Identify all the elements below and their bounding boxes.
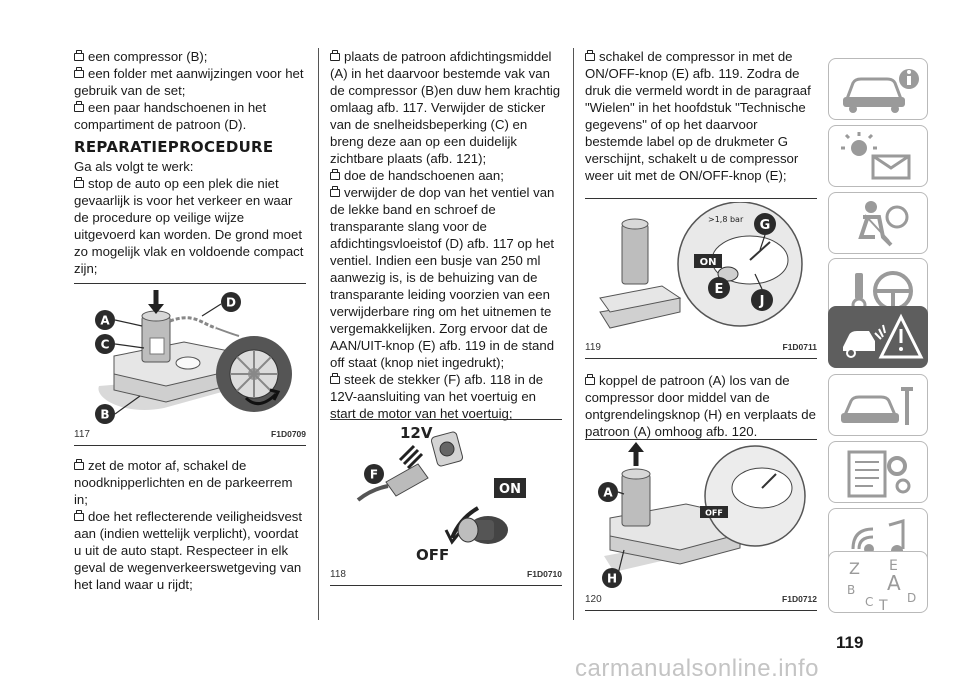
dashboard-info-icon <box>829 59 929 121</box>
tab-lights-messages[interactable] <box>828 125 928 187</box>
figure-number: 118 <box>330 569 346 580</box>
bullet-icon <box>74 104 84 112</box>
figure-number: 117 <box>74 429 90 440</box>
bullet-item <box>74 457 306 508</box>
bullet-icon <box>330 172 340 180</box>
column-1-continued <box>74 457 306 593</box>
section-lead: Ga als volgt te werk: <box>74 159 194 174</box>
bullet-icon <box>330 53 340 61</box>
divider <box>74 445 306 446</box>
label-on: ON <box>499 482 521 497</box>
bullet-item <box>74 65 306 99</box>
label-e: E <box>714 282 724 297</box>
figure-code: F1D0709 <box>271 429 306 439</box>
emergency-icon <box>829 307 929 369</box>
label-b: B <box>100 407 110 422</box>
label-pressure: >1,8 bar <box>708 215 744 224</box>
bullet-text: zet de motor af, schakel de noodknipperlichten en de parkeerrem in; <box>74 458 293 507</box>
procedure-list-4 <box>585 48 817 184</box>
figure-119-gauge <box>590 202 814 340</box>
index-letter: A <box>887 571 901 595</box>
bullet-item <box>330 184 562 371</box>
figure-code: F1D0711 <box>782 342 817 352</box>
bullet-item <box>74 175 306 277</box>
technical-data-icon <box>829 442 929 504</box>
bullet-icon <box>74 70 84 78</box>
bullet-text: een compressor (B); <box>88 49 208 64</box>
bullet-item <box>330 167 562 184</box>
tab-index[interactable] <box>828 551 928 613</box>
procedure-list-2 <box>74 457 306 593</box>
bullet-text: koppel de patroon (A) los van de compressor door middel van de ontgrendelingsknop (H) en verplaats de patroon (A) omhoog afb. 120. <box>585 373 816 439</box>
bullet-icon <box>74 180 84 188</box>
bullet-item <box>74 48 306 65</box>
figure-118-plug <box>338 420 558 568</box>
tab-car-service[interactable] <box>828 374 928 436</box>
label-a: A <box>100 313 110 328</box>
section-heading: REPARATIEPROCEDURE <box>74 138 274 156</box>
divider <box>74 283 306 284</box>
column-2 <box>330 48 562 422</box>
procedure-list-5 <box>585 372 817 440</box>
figure-code: F1D0712 <box>782 594 817 604</box>
intro-list <box>74 48 306 133</box>
column-3 <box>585 48 817 184</box>
label-off: OFF <box>705 508 723 518</box>
bullet-text: steek de stekker (F) afb. 118 in de 12V-aansluiting van het voertuig en start de motor van het voertuig; <box>330 372 544 421</box>
bullet-icon <box>74 53 84 61</box>
bullet-icon <box>74 462 84 470</box>
label-d: D <box>226 295 236 310</box>
safety-airbag-icon <box>829 193 929 255</box>
label-off: OFF <box>416 546 450 564</box>
bullet-item <box>74 99 306 133</box>
bullet-icon <box>330 189 340 197</box>
index-letter: E <box>889 558 898 574</box>
bullet-icon <box>585 377 595 385</box>
car-service-icon <box>829 375 929 437</box>
label-f: F <box>369 467 379 482</box>
bullet-item <box>585 48 817 184</box>
index-letter: T <box>879 598 888 614</box>
bullet-text: schakel de compressor in met de ON/OFF-knop (E) afb. 119. Zodra de druk die vermeld wordt in de paragraaf "Wielen" in het hoofdstuk "Technische gegevens" of op het daarvoor bestemde label op de drukmeter G verschijnt, schakelt u de compressor weer uit met de ON/OFF-knop (E); <box>585 49 811 183</box>
bullet-item <box>585 372 817 440</box>
bullet-item <box>330 48 562 167</box>
index-letter: D <box>907 591 917 605</box>
tab-safety[interactable] <box>828 192 928 254</box>
figure-code: F1D0710 <box>527 569 562 579</box>
index-letter: C <box>865 595 874 609</box>
label-c: C <box>100 337 110 352</box>
bullet-icon <box>330 376 340 384</box>
column-divider <box>573 48 574 620</box>
bullet-text: plaats de patroon afdichtingsmiddel (A) in het daarvoor bestemde vak van de compressor (B)en duw hem krachtig omlaag afb. 117. Verwijder de sticker van de snelheidsbeperking (C) en breng deze aan op een duidelijk zichtbare plaats (afb. 121); <box>330 49 561 166</box>
bullet-icon <box>74 513 84 521</box>
procedure-list-1 <box>74 175 306 277</box>
index-icon <box>829 552 929 614</box>
tab-emergency[interactable] <box>828 306 928 368</box>
bullet-text: doe de handschoenen aan; <box>344 168 504 183</box>
figure-120-release <box>590 440 814 590</box>
figure-117-compressor <box>84 286 304 426</box>
label-on: ON <box>699 257 717 268</box>
bullet-item <box>74 508 306 593</box>
bullet-text: een folder met aanwijzingen voor het gebruik van de set; <box>74 66 304 98</box>
index-letter: Z <box>849 559 860 578</box>
divider <box>585 198 817 199</box>
lights-messages-icon <box>829 126 929 188</box>
bullet-icon <box>585 53 595 61</box>
figure-number: 120 <box>585 594 602 605</box>
bullet-text: doe het reflecterende veiligheidsvest aan (indien wettelijk verplicht), voordat u uit de auto stapt. Respecteer in elk geval de wegenverkeerswetgeving van het land waar u rijdt; <box>74 509 303 592</box>
column-divider <box>318 48 319 620</box>
bullet-text: stop de auto op een plek die niet gevaarlijk is voor het verkeer en waar de procedure op veilige wijze uitgevoerd kan worden. De grond moet zo mogelijk vlak en voldoende compact zijn; <box>74 176 304 276</box>
label-12v: 12V <box>400 424 433 442</box>
label-j: J <box>759 294 765 309</box>
label-h: H <box>606 571 618 586</box>
divider <box>330 585 562 586</box>
tab-technical-data[interactable] <box>828 441 928 503</box>
label-g: G <box>759 218 771 233</box>
bullet-text: verwijder de dop van het ventiel van de lekke band en schroef de transparante slang voor de afdichtingsvloeistof (D) afb. 117 op het ventiel. Indien een busje van 250 ml aanwezig is, is de behuizing van de transparante leiding voorzien van een verwijderbare ring om het uitnemen te vergemakkelijken. Zorg ervoor dat de AAN/UIT-knop (E) afb. 119 in de stand off staat (knop niet ingedrukt); <box>330 185 555 370</box>
divider <box>585 358 817 359</box>
watermark: carmanualsonline.info <box>575 655 819 682</box>
divider <box>585 610 817 611</box>
procedure-list-3 <box>330 48 562 422</box>
tab-dashboard[interactable] <box>828 58 928 120</box>
page-number: 119 <box>836 633 864 652</box>
figure-number: 119 <box>585 342 601 353</box>
index-letter: B <box>847 583 856 597</box>
column-3-continued <box>585 372 817 440</box>
label-a: A <box>603 485 613 500</box>
bullet-text: een paar handschoenen in het compartiment de patroon (D). <box>74 100 267 132</box>
column-1 <box>74 48 306 277</box>
bullet-item <box>330 371 562 422</box>
